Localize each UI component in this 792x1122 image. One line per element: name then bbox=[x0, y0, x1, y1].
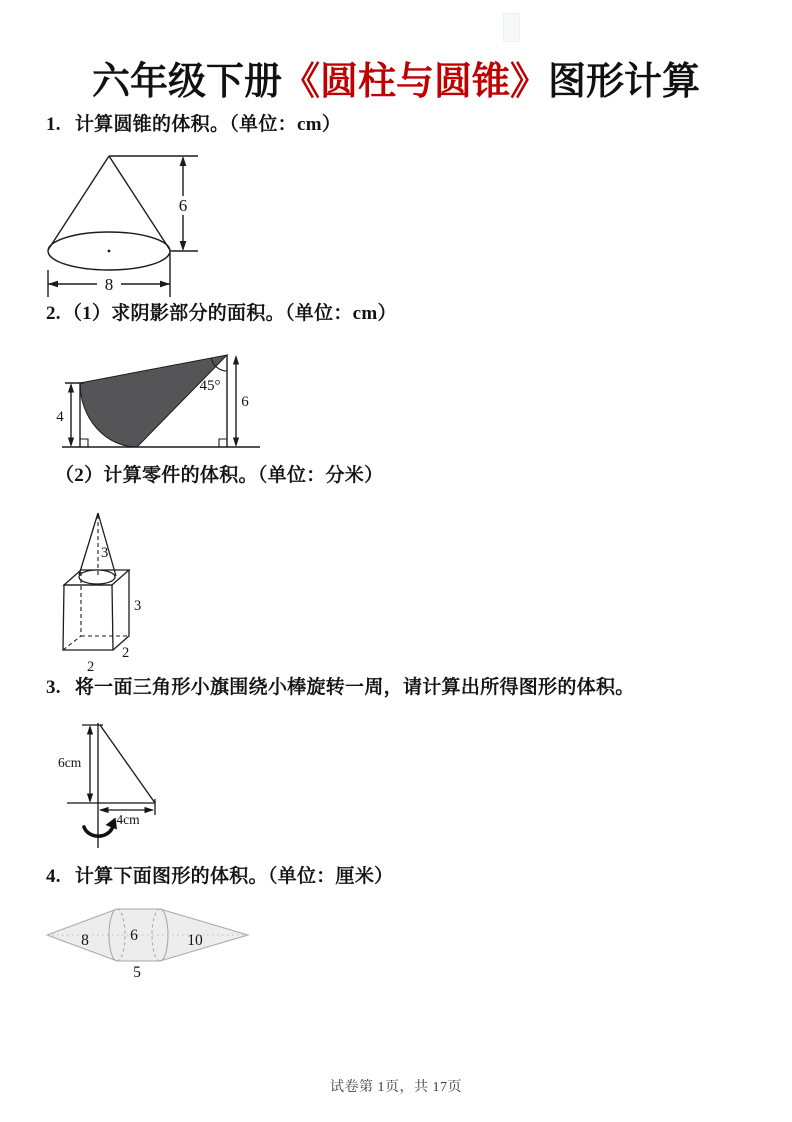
ellipse-center-dot bbox=[108, 250, 111, 253]
cone-diameter-label: 8 bbox=[104, 275, 114, 294]
cone-dimension-arrowheads bbox=[48, 156, 186, 287]
prism-height-label: 3 bbox=[134, 598, 142, 614]
question-2b-text: （2）计算零件的体积。（单位：分米） bbox=[55, 465, 384, 486]
prism-hidden-bottom-left-edge bbox=[63, 636, 81, 650]
prism-width-label: 2 bbox=[87, 659, 95, 674]
question-3-number: 3. bbox=[46, 677, 61, 698]
question-2a-text: （1）求阴影部分的面积。（单位：cm） bbox=[62, 303, 397, 324]
prism-front-face bbox=[63, 585, 113, 650]
flag-height-label: 6cm bbox=[58, 755, 82, 770]
angle-label: 45° bbox=[199, 378, 221, 394]
cone-height-label: 6 bbox=[178, 196, 188, 215]
flag-dimension-arrowheads bbox=[87, 725, 154, 813]
right-angle-mark-right bbox=[219, 439, 227, 447]
title-highlight: 《圆柱与圆锥》 bbox=[281, 61, 548, 103]
left-height-label: 4 bbox=[56, 409, 64, 425]
question-2b bbox=[55, 465, 383, 488]
cylinder-bottom-label: 5 bbox=[133, 964, 141, 981]
question-4 bbox=[46, 866, 393, 889]
question-1-number: 1. bbox=[46, 114, 61, 135]
left-cone-label: 8 bbox=[81, 932, 89, 949]
cone-diagram bbox=[40, 147, 240, 303]
shaded-area-diagram bbox=[50, 343, 265, 458]
flag-base-label: 4cm bbox=[116, 812, 140, 827]
question-3-text: 将一面三角形小旗围绕小棒旋转一周，请计算出所得图形的体积。 bbox=[74, 677, 635, 698]
question-3 bbox=[46, 677, 635, 700]
question-1 bbox=[46, 114, 341, 137]
question-2-number: 2. bbox=[46, 303, 61, 324]
page-title bbox=[0, 50, 792, 105]
title-right: 图形计算 bbox=[548, 61, 701, 103]
cone-right-slant bbox=[109, 156, 170, 250]
flag-rotation-diagram bbox=[50, 715, 180, 850]
question-2a bbox=[46, 303, 397, 326]
part-cone-height-label: 3 bbox=[101, 545, 109, 561]
page-footer: 试卷第 1页，共 17页 bbox=[330, 1080, 462, 1095]
title-left: 六年级下册 bbox=[91, 61, 282, 103]
question-4-number: 4. bbox=[46, 866, 61, 887]
right-cone-label: 10 bbox=[187, 932, 203, 949]
shaded-region bbox=[80, 355, 227, 447]
right-height-label: 6 bbox=[241, 394, 249, 410]
flag-hypotenuse bbox=[100, 725, 155, 803]
faint-artifact bbox=[503, 13, 520, 42]
cylinder-top-label: 6 bbox=[130, 927, 138, 944]
machine-part-diagram bbox=[50, 500, 180, 674]
right-angle-mark-left bbox=[80, 439, 88, 447]
question-1-text: 计算圆锥的体积。（单位：cm） bbox=[74, 114, 342, 135]
cone-left-slant bbox=[48, 156, 109, 250]
part-cone-left-slant bbox=[79, 513, 98, 575]
spindle-solid-diagram bbox=[40, 895, 270, 985]
prism-depth-label: 2 bbox=[122, 645, 130, 661]
question-4-text: 计算下面图形的体积。（单位：厘米） bbox=[74, 866, 394, 887]
part-cone-base-ellipse bbox=[79, 570, 115, 584]
